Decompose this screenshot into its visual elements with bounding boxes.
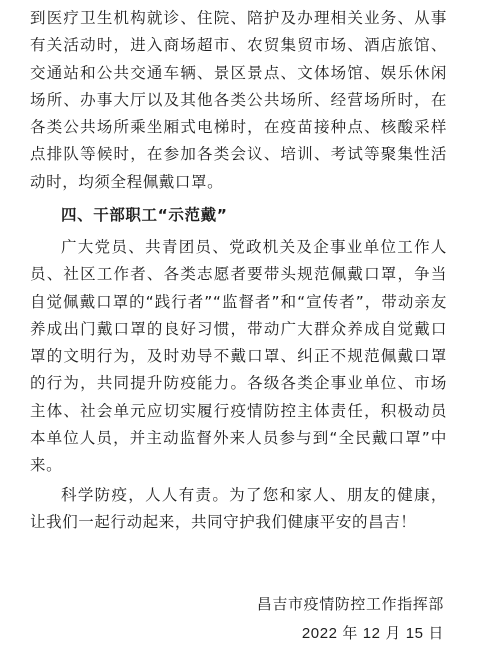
section-heading-4: 四、干部职工“示范戴” [61, 206, 228, 224]
body-paragraph-1: 到医疗卫生机构就诊、住院、陪护及办理相关业务、从事有关活动时，进入商场超市、农贸集贸市场、酒店旅馆、交通站和公共交通车辆、景区景点、文体场馆、娱乐休闲场所、办事大厅以及其他各类公共场所、经营场所时，在各类公共场所乘坐厢式电梯时，在疫苗接种点、核酸采样点排队等候时，在参加各类会议、培训、考试等聚集性活动时，均须全程佩戴口罩。 [30, 9, 447, 191]
body-paragraph-3: 科学防疫，人人有责。为了您和家人、朋友的健康，让我们一起行动起来，共同守护我们健康平安的昌吉！ [30, 486, 447, 532]
signature-date: 2022 年 12 月 15 日 [301, 625, 444, 642]
signature-organization: 昌吉市疫情防控工作指挥部 [256, 595, 444, 613]
body-paragraph-2: 广大党员、共青团员、党政机关及企事业单位工作人员、社区工作者、各类志愿者要带头规范佩戴口罩，争当自觉佩戴口罩的“践行者”“监督者”和“宣传者”，带动亲友养成出门戴口罩的良好习惯，带动广大群众养成自觉戴口罩的文明行为，及时劝导不戴口罩、纠正不规范佩戴口罩的行为，共同提升防疫能力。各级各类企事业单位、市场主体、社会单元应切实履行疫情防控主体责任，积极动员本单位人员，并主动监督外来人员参与到“全民戴口罩”中来。 [30, 238, 447, 475]
